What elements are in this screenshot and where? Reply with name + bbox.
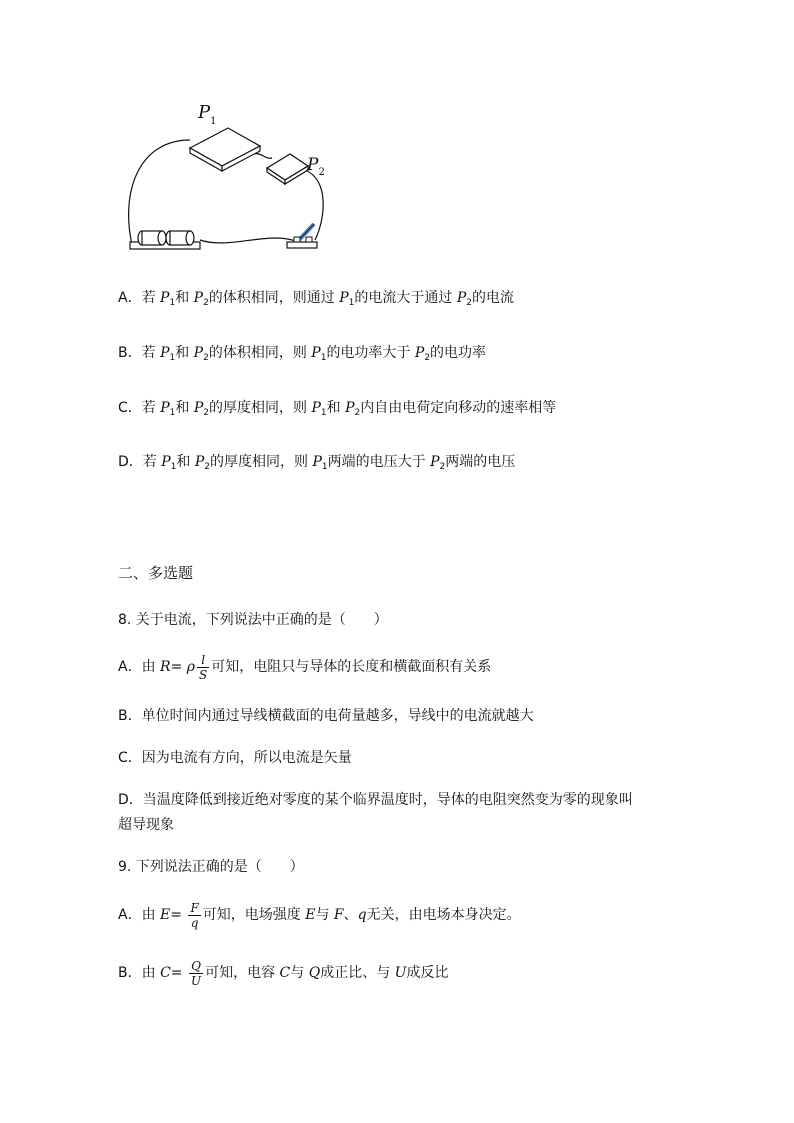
q7-option-a: A．若 $P_1$和 $P_2$的体积相同，则通过 $P_1$的电流大于通过 $P_2$的电流 — [118, 290, 515, 308]
label-p1: $P_1$ — [198, 102, 217, 127]
plate-p1-top — [190, 128, 260, 166]
switch-icon — [287, 224, 317, 248]
wire-bottom — [200, 238, 298, 243]
fraction-f-over-q: $\frac{F}{q}$ — [190, 900, 199, 930]
fraction-l-over-s: $\frac{l}{S}$ — [199, 652, 208, 682]
q9-stem: 9. 下列说法正确的是（ ） — [118, 859, 304, 875]
q7-option-d: D．若 $P_1$和 $P_2$的厚度相同，则 $P_1$两端的电压大于 $P_2$两端的电压 — [118, 454, 516, 472]
q7-option-b: B．若 $P_1$和 $P_2$的体积相同，则 $P_1$的电功率大于 $P_2$的电功率 — [118, 345, 487, 363]
q8-option-b: B．单位时间内通过导线横截面的电荷量越多，导线中的电流就越大 — [118, 708, 534, 724]
q8-option-d-line2: 超导现象 — [118, 817, 174, 833]
fraction-q-over-u: $\frac{Q}{U}$ — [190, 958, 202, 988]
q8-option-c: C．因为电流有方向，所以电流是矢量 — [118, 750, 352, 766]
q9-option-a: A．由 E= $\frac{F}{q}$ 可知，电场强度 E与 F、q无关，由电场本身决定。 — [118, 900, 521, 930]
q8-stem: 8. 关于电流，下列说法中正确的是（ ） — [118, 612, 388, 628]
wire-left — [129, 140, 190, 245]
label-p2: $P_2$ — [307, 155, 325, 178]
circuit-figure — [120, 100, 360, 260]
section-title: 二、多选题 — [118, 564, 194, 582]
q9-option-b: B．由 C= $\frac{Q}{U}$ 可知，电容 C与 Q成正比、与 U成反比 — [118, 958, 449, 988]
q7-option-c: C．若 $P_1$和 $P_2$的厚度相同，则 $P_1$和 $P_2$内自由电荷定向移动的速率相等 — [118, 400, 557, 418]
q8-option-a: A．由 R= ρ $\frac{l}{S}$ 可知，电阻只与导体的长度和横截面积有关系 — [118, 652, 492, 682]
q8-option-d-line1: D．当温度降低到接近绝对零度的某个临界温度时，导体的电阻突然变为零的现象叫 — [118, 792, 633, 808]
